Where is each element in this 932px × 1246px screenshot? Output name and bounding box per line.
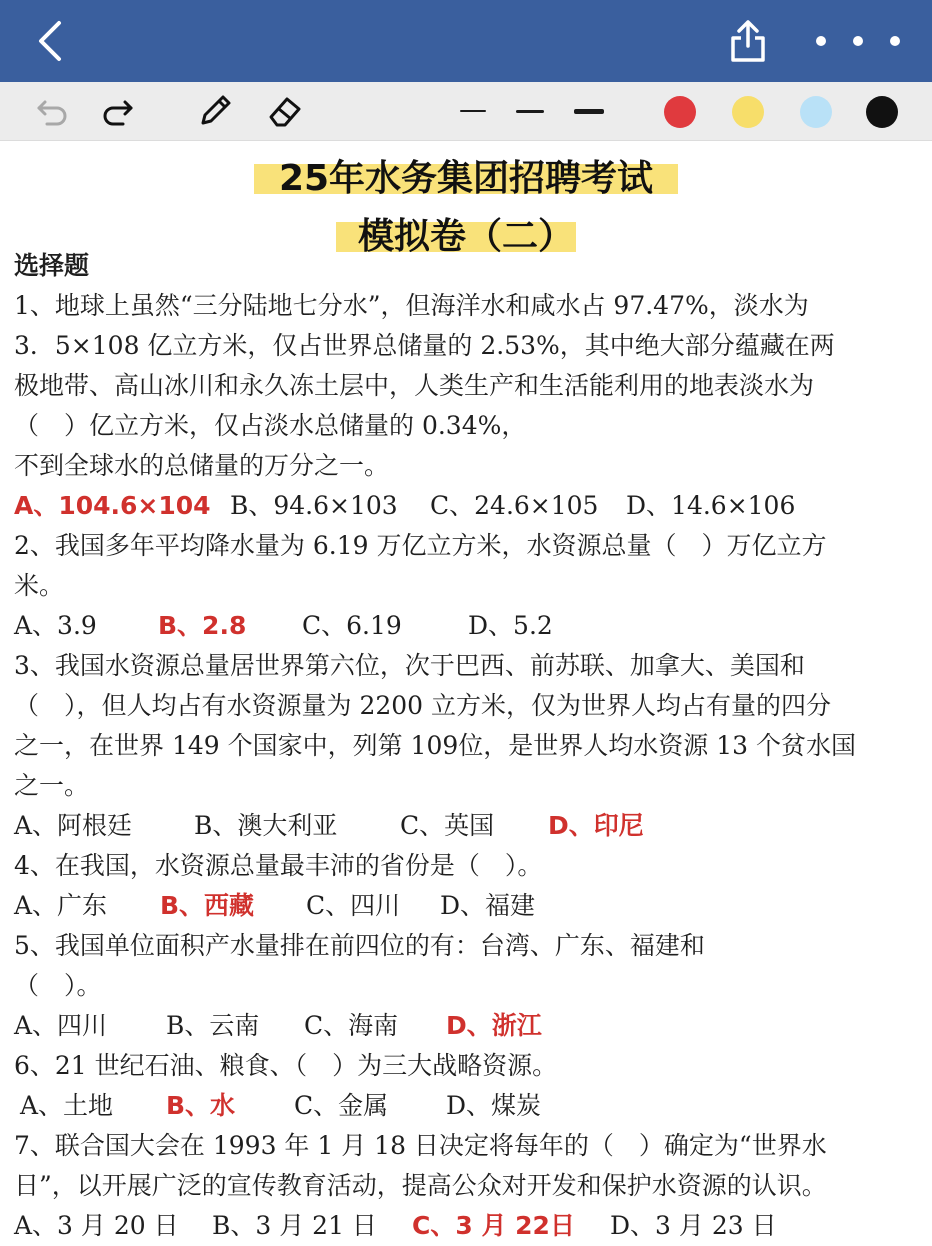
question-6-options <box>14 1086 914 1126</box>
pen-icon <box>195 91 235 131</box>
question-2-option-b-correct: B、2.8 <box>158 611 247 640</box>
stroke-medium-option[interactable] <box>516 110 544 113</box>
question-5-option-c: C、海南 <box>304 1011 399 1040</box>
question-6-option-c: C、金属 <box>294 1091 389 1120</box>
question-1-option-c: C、24.6×105 <box>430 491 599 520</box>
question-6-option-b-correct: B、水 <box>166 1091 236 1120</box>
document-subtitle: 模拟卷（二） <box>357 216 574 257</box>
question-6-option-d: D、煤炭 <box>446 1091 542 1120</box>
question-2-text: 米。 <box>14 571 65 600</box>
question-6-option-a: A、土地 <box>20 1091 114 1120</box>
question-6-text: 6、21 世纪石油、粮食、（ ）为三大战略资源。 <box>14 1051 558 1080</box>
question-5-text: （ ）。 <box>14 971 102 1000</box>
question-1-text: 极地带、高山冰川和永久冻土层中，人类生产和生活能利用的地表淡水为 <box>14 371 815 400</box>
question-1-option-b: B、94.6×103 <box>230 491 398 520</box>
question-1-text: 1、地球上虽然“三分陆地七分水”，但海洋水和咸水占 97.47%，淡水为 <box>14 291 809 320</box>
color-swatch-light-blue[interactable] <box>800 96 832 128</box>
question-4-option-b-correct: B、西藏 <box>160 891 255 920</box>
question-1-option-d: D、14.6×106 <box>626 491 796 520</box>
question-1-text: 不到全球水的总储量的万分之一。 <box>14 451 390 480</box>
question-7-option-d: D、3 月 23 日 <box>610 1211 777 1240</box>
chevron-left-icon <box>33 19 67 63</box>
redo-icon <box>101 96 135 126</box>
question-3-option-b: B、澳大利亚 <box>194 811 338 840</box>
question-5-option-d-correct: D、浙江 <box>446 1011 542 1040</box>
question-5-option-b: B、云南 <box>166 1011 260 1040</box>
stroke-thin-option[interactable] <box>460 110 486 112</box>
question-1-text: 3．5×108 亿立方米，仅占世界总储量的 2.53%，其中绝大部分蕴藏在两 <box>14 331 835 360</box>
document-page <box>0 140 932 1246</box>
question-3-text: 3、我国水资源总量居世界第六位，次于巴西、前苏联、加拿大、美国和 <box>14 651 805 680</box>
pen-tool-button[interactable] <box>190 82 240 140</box>
stroke-thick-option[interactable] <box>574 109 604 114</box>
document-title: 25年水务集团招聘考试 <box>278 158 654 199</box>
color-swatch-yellow[interactable] <box>732 96 764 128</box>
color-swatch-black[interactable] <box>866 96 898 128</box>
annotation-toolbar <box>0 82 932 141</box>
section-heading: 选择题 <box>14 251 90 280</box>
question-1-text: （ ）亿立方米，仅占淡水总储量的 0.34%， <box>14 411 527 440</box>
question-5-options <box>14 1006 914 1046</box>
more-options-button[interactable] <box>808 0 908 82</box>
color-swatch-red[interactable] <box>664 96 696 128</box>
question-7-text: 日”，以开展广泛的宣传教育活动，提高公众对开发和保护水资源的认识。 <box>14 1171 827 1200</box>
question-1-option-a-correct: A、104.6×104 <box>14 491 211 520</box>
question-5-text: 5、我国单位面积产水量排在前四位的有：台湾、广东、福建和 <box>14 931 705 960</box>
question-4-text: 4、在我国，水资源总量最丰沛的省份是（ ）。 <box>14 851 543 880</box>
top-navigation-bar <box>0 0 932 82</box>
question-2-option-a: A、3.9 <box>14 611 97 640</box>
question-3-text: 之一。 <box>14 771 90 800</box>
question-4-option-a: A、广东 <box>14 891 108 920</box>
question-4-option-c: C、四川 <box>306 891 401 920</box>
question-3-option-c: C、英国 <box>400 811 495 840</box>
question-4-option-d: D、福建 <box>440 891 536 920</box>
question-7-option-c-correct: C、3 月 22日 <box>412 1211 575 1240</box>
undo-icon <box>35 96 69 126</box>
eraser-tool-button[interactable] <box>260 82 310 140</box>
question-3-text: （ ），但人均占有水资源量为 2200 立方米，仅为世界人均占有量的四分 <box>14 691 832 720</box>
share-button[interactable] <box>716 0 780 82</box>
question-3-option-d-correct: D、印尼 <box>548 811 644 840</box>
eraser-icon <box>265 91 305 131</box>
question-2-option-d: D、5.2 <box>468 611 553 640</box>
redo-button[interactable] <box>96 82 140 140</box>
more-dots-icon <box>813 35 903 47</box>
back-button[interactable] <box>20 0 80 82</box>
question-5-option-a: A、四川 <box>14 1011 108 1040</box>
question-7-options <box>14 1206 914 1246</box>
question-1-options <box>14 486 914 526</box>
question-2-options <box>14 606 914 646</box>
question-3-options <box>14 806 914 846</box>
question-3-option-a: A、阿根廷 <box>14 811 133 840</box>
question-2-text: 2、我国多年平均降水量为 6.19 万亿立方米，水资源总量（ ）万亿立方 <box>14 531 827 560</box>
question-7-option-b: B、3 月 21 日 <box>212 1211 377 1240</box>
share-icon <box>728 18 768 64</box>
question-2-option-c: C、6.19 <box>302 611 402 640</box>
question-4-options <box>14 886 914 926</box>
question-7-option-a: A、3 月 20 日 <box>14 1211 179 1240</box>
question-7-text: 7、联合国大会在 1993 年 1 月 18 日决定将每年的（ ）确定为“世界水 <box>14 1131 827 1160</box>
undo-button[interactable] <box>30 82 74 140</box>
question-3-text: 之一，在世界 149 个国家中，列第 109位，是世界人均水资源 13 个贫水国 <box>14 731 856 760</box>
